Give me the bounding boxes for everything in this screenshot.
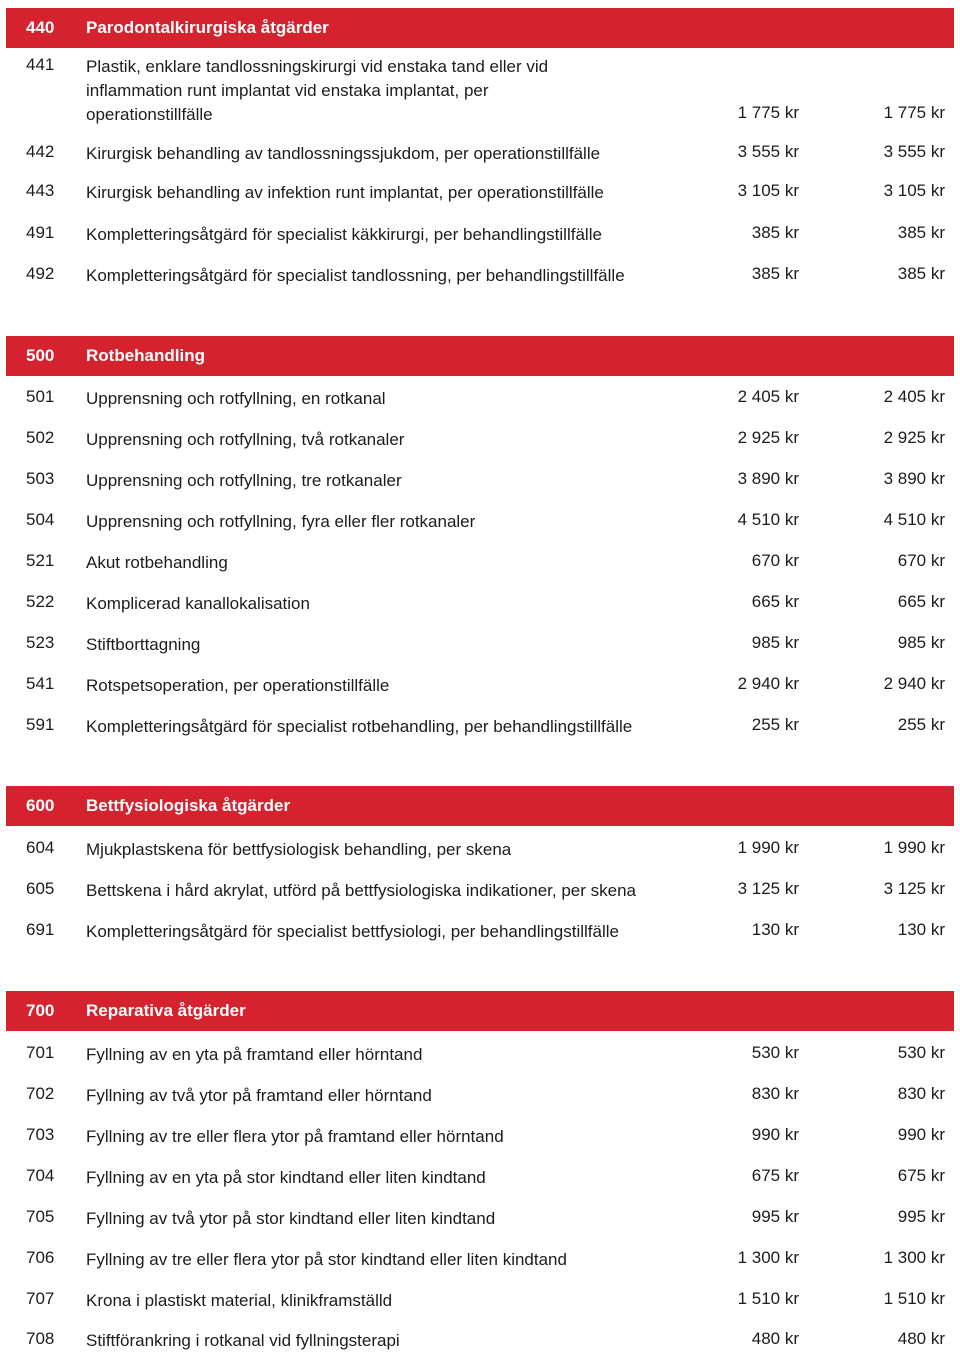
procedure-description: Kompletteringsåtgärd för specialist bettfysiologi, per behandlingstillfälle [86, 922, 619, 941]
price-column-1: 665 kr [751, 592, 799, 611]
procedure-code: 503 [26, 469, 55, 488]
procedure-description: Stiftborttagning [86, 635, 201, 654]
section-code: 500 [26, 346, 55, 365]
price-column-1: 3 890 kr [737, 469, 799, 488]
price-column-1: 3 105 kr [737, 181, 799, 200]
price-column-2: 385 kr [897, 223, 945, 242]
procedure-description: Fyllning av en yta på framtand eller hörntand [86, 1045, 423, 1064]
price-column-1: 255 kr [751, 715, 799, 734]
section-title: Parodontalkirurgiska åtgärder [86, 18, 329, 37]
price-column-1: 670 kr [751, 551, 799, 570]
procedure-description: Fyllning av en yta på stor kindtand eller liten kindtand [86, 1168, 486, 1187]
procedure-code: 705 [26, 1207, 55, 1226]
price-column-2: 1 775 kr [883, 103, 945, 122]
price-column-1: 130 kr [751, 920, 799, 939]
procedure-description: Kompletteringsåtgärd för specialist käkkirurgi, per behandlingstillfälle [86, 225, 602, 244]
price-column-2: 985 kr [897, 633, 945, 652]
price-column-1: 385 kr [751, 223, 799, 242]
section-code: 700 [26, 1001, 55, 1020]
price-column-2: 3 890 kr [883, 469, 945, 488]
price-column-1: 2 405 kr [737, 387, 799, 406]
price-column-2: 1 990 kr [883, 838, 945, 857]
procedure-description: Kirurgisk behandling av tandlossningssjukdom, per operationstillfälle [86, 144, 601, 163]
price-column-2: 830 kr [897, 1084, 945, 1103]
procedure-code: 504 [26, 510, 55, 529]
procedure-description: Kompletteringsåtgärd för specialist tandlossning, per behandlingstillfälle [86, 266, 625, 285]
section-title: Reparativa åtgärder [86, 1001, 246, 1020]
price-column-2: 130 kr [897, 920, 945, 939]
procedure-description: Plastik, enklare tandlossningskirurgi vid enstaka tand eller vid inflammation runt implantat vid enstaka implantat, per operationstillfälle [86, 57, 549, 124]
price-column-2: 990 kr [897, 1125, 945, 1144]
price-column-2: 3 105 kr [883, 181, 945, 200]
procedure-code: 441 [26, 55, 55, 74]
price-column-2: 3 125 kr [883, 879, 945, 898]
procedure-code: 521 [26, 551, 55, 570]
procedure-code: 541 [26, 674, 55, 693]
procedure-code: 442 [26, 142, 55, 161]
section-header [6, 336, 954, 376]
procedure-description: Upprensning och rotfyllning, en rotkanal [86, 389, 386, 408]
section-title: Bettfysiologiska åtgärder [86, 796, 291, 815]
price-column-1: 1 300 kr [737, 1248, 799, 1267]
section-header [6, 786, 954, 826]
section-title: Rotbehandling [86, 346, 205, 365]
price-column-1: 530 kr [751, 1043, 799, 1062]
procedure-description: Krona i plastiskt material, klinikframställd [86, 1291, 393, 1310]
procedure-code: 491 [26, 223, 55, 242]
price-column-1: 385 kr [751, 264, 799, 283]
procedure-code: 604 [26, 838, 55, 857]
price-column-1: 2 925 kr [737, 428, 799, 447]
procedure-code: 502 [26, 428, 55, 447]
procedure-code: 522 [26, 592, 55, 611]
section-code: 440 [26, 18, 55, 37]
procedure-code: 691 [26, 920, 55, 939]
procedure-code: 443 [26, 181, 55, 200]
procedure-code: 706 [26, 1248, 55, 1267]
price-column-2: 995 kr [897, 1207, 945, 1226]
price-column-2: 480 kr [897, 1329, 945, 1348]
procedure-description: Mjukplastskena för bettfysiologisk behandling, per skena [86, 840, 512, 859]
price-column-2: 3 555 kr [883, 142, 945, 161]
procedure-code: 704 [26, 1166, 55, 1185]
price-column-2: 1 300 kr [883, 1248, 945, 1267]
procedure-description: Kompletteringsåtgärd för specialist rotbehandling, per behandlingstillfälle [86, 717, 633, 736]
price-column-2: 2 405 kr [883, 387, 945, 406]
procedure-code: 523 [26, 633, 55, 652]
price-column-2: 665 kr [897, 592, 945, 611]
procedure-code: 702 [26, 1084, 55, 1103]
procedure-code: 703 [26, 1125, 55, 1144]
procedure-description: Stiftförankring i rotkanal vid fyllningsterapi [86, 1331, 400, 1350]
procedure-description: Bettskena i hård akrylat, utförd på bettfysiologiska indikationer, per skena [86, 881, 636, 900]
procedure-description: Fyllning av två ytor på stor kindtand eller liten kindtand [86, 1209, 496, 1228]
procedure-description: Upprensning och rotfyllning, tre rotkanaler [86, 471, 402, 490]
procedure-description: Komplicerad kanallokalisation [86, 594, 310, 613]
section-code: 600 [26, 796, 55, 815]
price-column-2: 675 kr [897, 1166, 945, 1185]
price-column-2: 4 510 kr [883, 510, 945, 529]
price-column-1: 995 kr [751, 1207, 799, 1226]
price-column-2: 385 kr [897, 264, 945, 283]
price-column-2: 2 925 kr [883, 428, 945, 447]
procedure-code: 708 [26, 1329, 55, 1348]
procedure-code: 591 [26, 715, 55, 734]
procedure-code: 501 [26, 387, 55, 406]
procedure-code: 707 [26, 1289, 55, 1308]
procedure-description: Fyllning av tre eller flera ytor på framtand eller hörntand [86, 1127, 504, 1146]
price-column-1: 4 510 kr [737, 510, 799, 529]
price-column-1: 3 555 kr [737, 142, 799, 161]
price-column-2: 1 510 kr [883, 1289, 945, 1308]
procedure-code: 605 [26, 879, 55, 898]
procedure-description: Kirurgisk behandling av infektion runt implantat, per operationstillfälle [86, 183, 604, 202]
price-column-2: 255 kr [897, 715, 945, 734]
procedure-code: 492 [26, 264, 55, 283]
price-column-1: 675 kr [751, 1166, 799, 1185]
procedure-description: Upprensning och rotfyllning, två rotkanaler [86, 430, 405, 449]
procedure-description: Fyllning av tre eller flera ytor på stor kindtand eller liten kindtand [86, 1250, 567, 1269]
price-column-1: 1 990 kr [737, 838, 799, 857]
procedure-description: Rotspetsoperation, per operationstillfälle [86, 676, 390, 695]
procedure-code: 701 [26, 1043, 55, 1062]
price-column-1: 2 940 kr [737, 674, 799, 693]
section-header [6, 8, 954, 48]
price-column-2: 2 940 kr [883, 674, 945, 693]
price-column-1: 1 510 kr [737, 1289, 799, 1308]
price-column-1: 3 125 kr [737, 879, 799, 898]
price-column-1: 985 kr [751, 633, 799, 652]
procedure-description: Akut rotbehandling [86, 553, 228, 572]
price-column-1: 1 775 kr [737, 103, 799, 122]
price-column-2: 670 kr [897, 551, 945, 570]
procedure-description: Fyllning av två ytor på framtand eller hörntand [86, 1086, 432, 1105]
section-header [6, 991, 954, 1031]
price-column-1: 830 kr [751, 1084, 799, 1103]
procedure-description: Upprensning och rotfyllning, fyra eller fler rotkanaler [86, 512, 476, 531]
price-column-1: 990 kr [751, 1125, 799, 1144]
price-column-1: 480 kr [751, 1329, 799, 1348]
price-column-2: 530 kr [897, 1043, 945, 1062]
